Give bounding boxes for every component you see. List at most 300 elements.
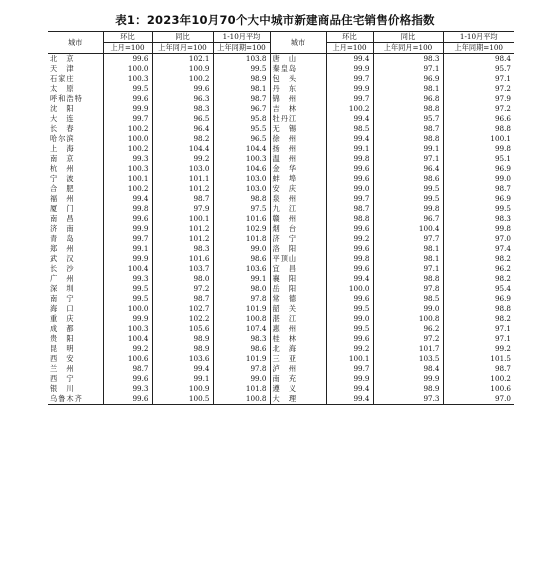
mom-base: 上月=100 <box>326 43 373 54</box>
left-ytd-cell: 99.1 <box>213 274 270 284</box>
left-yoy-cell: 99.1 <box>152 374 213 384</box>
ytd-base: 上年同期=100 <box>213 43 270 54</box>
yoy-header: 同比 <box>373 32 443 43</box>
right-ytd-cell: 100.1 <box>443 134 514 144</box>
left-mom-cell: 100.0 <box>103 134 152 144</box>
left-ytd-cell: 95.5 <box>213 124 270 134</box>
left-yoy-cell: 101.2 <box>152 234 213 244</box>
right-ytd-cell: 96.6 <box>443 114 514 124</box>
right-city-cell: 徐 州 <box>270 134 326 144</box>
table-row <box>48 94 514 104</box>
table-row <box>48 314 514 324</box>
right-ytd-cell: 96.9 <box>443 164 514 174</box>
left-ytd-cell: 100.3 <box>213 154 270 164</box>
left-city-cell: 大 连 <box>50 114 75 123</box>
right-ytd-cell: 98.7 <box>443 364 514 374</box>
right-ytd-cell: 97.1 <box>443 74 514 84</box>
left-ytd-cell: 104.6 <box>213 164 270 174</box>
yoy-base: 上年同月=100 <box>152 43 213 54</box>
left-mom-cell: 99.6 <box>103 214 152 224</box>
right-city-cell: 北 海 <box>270 344 326 354</box>
right-ytd-cell: 97.9 <box>443 94 514 104</box>
yoy-header: 同比 <box>152 32 213 43</box>
right-ytd-cell: 99.8 <box>443 224 514 234</box>
right-ytd-cell: 98.3 <box>443 214 514 224</box>
left-yoy-cell: 97.9 <box>152 204 213 214</box>
table-row <box>48 164 514 174</box>
right-mom-cell: 99.6 <box>326 244 373 254</box>
left-yoy-cell: 98.7 <box>152 194 213 204</box>
right-yoy-cell: 97.2 <box>373 334 443 344</box>
table-row <box>48 64 514 74</box>
left-city-cell: 长 沙 <box>50 264 75 273</box>
right-city-cell: 九 江 <box>270 204 326 214</box>
left-mom-cell: 100.1 <box>103 174 152 184</box>
left-city-cell: 昆 明 <box>50 344 75 353</box>
right-city-cell: 桂 林 <box>270 334 326 344</box>
right-yoy-cell: 99.9 <box>373 374 443 384</box>
yoy-base: 上年同月=100 <box>373 43 443 54</box>
left-city-cell: 武 汉 <box>50 254 75 263</box>
right-city-cell: 金 华 <box>270 164 326 174</box>
mom-header: 环比 <box>326 32 373 43</box>
table-row <box>48 184 514 194</box>
left-ytd-cell: 101.6 <box>213 214 270 224</box>
left-ytd-cell: 104.4 <box>213 144 270 154</box>
left-mom-cell: 100.4 <box>103 334 152 344</box>
left-yoy-cell: 103.6 <box>152 354 213 364</box>
table-row <box>48 54 514 65</box>
left-city-cell: 北 京 <box>50 54 75 63</box>
right-mom-cell: 99.6 <box>326 224 373 234</box>
left-mom-cell: 99.8 <box>103 204 152 214</box>
right-yoy-cell: 96.8 <box>373 94 443 104</box>
left-mom-cell: 99.6 <box>103 374 152 384</box>
right-ytd-cell: 98.8 <box>443 304 514 314</box>
left-yoy-cell: 98.9 <box>152 344 213 354</box>
table-row <box>48 224 514 234</box>
left-ytd-cell: 99.5 <box>213 64 270 74</box>
left-yoy-cell: 100.9 <box>152 384 213 394</box>
left-ytd-cell: 103.0 <box>213 184 270 194</box>
left-city-cell: 沈 阳 <box>50 104 75 113</box>
table-row <box>48 204 514 214</box>
left-mom-cell: 99.9 <box>103 104 152 114</box>
left-city-cell: 银 川 <box>50 384 75 393</box>
right-city-cell: 大 理 <box>270 394 326 405</box>
left-city-cell: 青 岛 <box>50 234 75 243</box>
left-mom-cell: 99.3 <box>103 384 152 394</box>
right-city-cell: 吉 林 <box>270 104 326 114</box>
ytd-header: 1-10月平均 <box>443 32 514 43</box>
right-city-cell: 济 宁 <box>270 234 326 244</box>
right-mom-cell: 99.4 <box>326 114 373 124</box>
left-city-cell: 贵 阳 <box>50 334 75 343</box>
left-ytd-cell: 98.8 <box>213 194 270 204</box>
left-ytd-cell: 98.1 <box>213 84 270 94</box>
left-city-cell: 哈尔滨 <box>50 134 75 143</box>
right-mom-cell: 99.6 <box>326 334 373 344</box>
left-mom-cell: 99.3 <box>103 274 152 284</box>
left-mom-cell: 99.5 <box>103 294 152 304</box>
right-yoy-cell: 97.7 <box>373 234 443 244</box>
left-yoy-cell: 98.3 <box>152 104 213 114</box>
table-row <box>48 124 514 134</box>
right-city-cell: 唐 山 <box>270 54 326 65</box>
right-ytd-cell: 99.5 <box>443 204 514 214</box>
right-city-cell: 南 充 <box>270 374 326 384</box>
left-mom-cell: 99.2 <box>103 344 152 354</box>
left-mom-cell: 99.6 <box>103 94 152 104</box>
left-city-cell: 杭 州 <box>50 164 75 173</box>
right-mom-cell: 99.4 <box>326 134 373 144</box>
left-city-cell: 福 州 <box>50 194 75 203</box>
table-row <box>48 354 514 364</box>
right-yoy-cell: 96.4 <box>373 164 443 174</box>
left-city-cell: 天 津 <box>50 64 75 73</box>
right-city-cell: 泉 州 <box>270 194 326 204</box>
right-ytd-cell: 100.2 <box>443 374 514 384</box>
table-row <box>48 114 514 124</box>
right-ytd-cell: 97.1 <box>443 334 514 344</box>
left-ytd-cell: 98.6 <box>213 254 270 264</box>
table-row <box>48 364 514 374</box>
left-city-cell: 海 口 <box>50 304 75 313</box>
left-yoy-cell: 105.6 <box>152 324 213 334</box>
left-yoy-cell: 96.5 <box>152 114 213 124</box>
right-mom-cell: 98.7 <box>326 204 373 214</box>
right-city-cell: 惠 州 <box>270 324 326 334</box>
right-yoy-cell: 98.7 <box>373 124 443 134</box>
left-mom-cell: 100.3 <box>103 74 152 84</box>
left-mom-cell: 98.7 <box>103 364 152 374</box>
right-mom-cell: 99.8 <box>326 254 373 264</box>
right-yoy-cell: 99.1 <box>373 144 443 154</box>
right-mom-cell: 99.7 <box>326 94 373 104</box>
table-title: 表1：2023年10月70个大中城市新建商品住宅销售价格指数 <box>115 13 435 27</box>
left-ytd-cell: 95.8 <box>213 114 270 124</box>
mom-base: 上月=100 <box>103 43 152 54</box>
right-yoy-cell: 96.9 <box>373 74 443 84</box>
right-yoy-cell: 98.1 <box>373 254 443 264</box>
left-yoy-cell: 102.7 <box>152 304 213 314</box>
left-yoy-cell: 101.1 <box>152 174 213 184</box>
right-city-cell: 包 头 <box>270 74 326 84</box>
right-yoy-cell: 97.3 <box>373 394 443 405</box>
right-yoy-cell: 100.8 <box>373 314 443 324</box>
right-yoy-cell: 96.7 <box>373 214 443 224</box>
left-yoy-cell: 98.0 <box>152 274 213 284</box>
left-yoy-cell: 99.2 <box>152 154 213 164</box>
left-yoy-cell: 101.6 <box>152 254 213 264</box>
left-yoy-cell: 100.2 <box>152 74 213 84</box>
right-city-cell: 扬 州 <box>270 144 326 154</box>
right-city-cell: 遵 义 <box>270 384 326 394</box>
right-yoy-cell: 99.0 <box>373 304 443 314</box>
left-yoy-cell: 99.4 <box>152 364 213 374</box>
right-mom-cell: 99.4 <box>326 54 373 65</box>
left-ytd-cell: 103.0 <box>213 174 270 184</box>
right-yoy-cell: 97.8 <box>373 284 443 294</box>
table-row <box>48 374 514 384</box>
table-row <box>48 234 514 244</box>
table-row <box>48 264 514 274</box>
table-body <box>48 54 514 405</box>
right-city-cell: 泸 州 <box>270 364 326 374</box>
right-mom-cell: 99.6 <box>326 174 373 184</box>
right-mom-cell: 100.2 <box>326 104 373 114</box>
right-mom-cell: 99.6 <box>326 164 373 174</box>
right-ytd-cell: 98.7 <box>443 184 514 194</box>
left-mom-cell: 100.6 <box>103 354 152 364</box>
right-yoy-cell: 97.1 <box>373 264 443 274</box>
left-yoy-cell: 102.2 <box>152 314 213 324</box>
left-yoy-cell: 99.6 <box>152 84 213 94</box>
left-ytd-cell: 97.8 <box>213 364 270 374</box>
right-yoy-cell: 97.1 <box>373 64 443 74</box>
left-ytd-cell: 96.5 <box>213 134 270 144</box>
right-mom-cell: 100.0 <box>326 284 373 294</box>
right-city-cell: 秦皇岛 <box>270 64 326 74</box>
right-city-cell: 岳 阳 <box>270 284 326 294</box>
right-ytd-cell: 97.1 <box>443 324 514 334</box>
right-yoy-cell: 98.5 <box>373 294 443 304</box>
right-city-cell: 襄 阳 <box>270 274 326 284</box>
right-ytd-cell: 97.2 <box>443 104 514 114</box>
left-mom-cell: 100.3 <box>103 324 152 334</box>
right-yoy-cell: 98.6 <box>373 174 443 184</box>
left-city-cell: 广 州 <box>50 274 75 283</box>
left-city-cell: 南 宁 <box>50 294 75 303</box>
right-mom-cell: 99.5 <box>326 324 373 334</box>
left-city-cell: 合 肥 <box>50 184 75 193</box>
right-yoy-cell: 99.5 <box>373 194 443 204</box>
left-ytd-cell: 98.3 <box>213 334 270 344</box>
left-mom-cell: 100.0 <box>103 304 152 314</box>
left-ytd-cell: 99.0 <box>213 374 270 384</box>
left-city-cell: 成 都 <box>50 324 75 333</box>
table-row <box>48 324 514 334</box>
right-yoy-cell: 97.1 <box>373 154 443 164</box>
right-yoy-cell: 100.4 <box>373 224 443 234</box>
table-row <box>48 254 514 264</box>
left-mom-cell: 99.3 <box>103 154 152 164</box>
left-city-cell: 太 原 <box>50 84 75 93</box>
left-mom-cell: 99.1 <box>103 244 152 254</box>
left-yoy-cell: 98.2 <box>152 134 213 144</box>
right-ytd-cell: 99.0 <box>443 174 514 184</box>
left-yoy-cell: 96.3 <box>152 94 213 104</box>
table-row <box>48 384 514 394</box>
right-ytd-cell: 97.2 <box>443 84 514 94</box>
right-mom-cell: 99.4 <box>326 394 373 405</box>
right-mom-cell: 99.7 <box>326 364 373 374</box>
right-yoy-cell: 96.2 <box>373 324 443 334</box>
right-mom-cell: 99.6 <box>326 294 373 304</box>
right-mom-cell: 98.8 <box>326 214 373 224</box>
right-ytd-cell: 98.2 <box>443 254 514 264</box>
right-city-cell: 无 锡 <box>270 124 326 134</box>
right-mom-cell: 98.5 <box>326 124 373 134</box>
right-city-cell: 韶 关 <box>270 304 326 314</box>
right-city-cell: 牡丹江 <box>270 114 326 124</box>
left-ytd-cell: 101.8 <box>213 384 270 394</box>
left-ytd-cell: 102.9 <box>213 224 270 234</box>
price-index-table <box>48 31 514 405</box>
right-yoy-cell: 98.9 <box>373 384 443 394</box>
left-yoy-cell: 97.2 <box>152 284 213 294</box>
left-city-cell: 西 宁 <box>50 374 75 383</box>
right-mom-cell: 99.5 <box>326 304 373 314</box>
left-ytd-cell: 99.0 <box>213 244 270 254</box>
right-yoy-cell: 95.7 <box>373 114 443 124</box>
right-mom-cell: 99.2 <box>326 234 373 244</box>
right-city-cell: 平顶山 <box>270 254 326 264</box>
right-city-cell: 烟 台 <box>270 224 326 234</box>
left-ytd-cell: 101.8 <box>213 234 270 244</box>
right-yoy-cell: 101.7 <box>373 344 443 354</box>
left-mom-cell: 99.5 <box>103 84 152 94</box>
right-city-cell: 宜 昌 <box>270 264 326 274</box>
left-mom-cell: 100.4 <box>103 264 152 274</box>
city-header: 城市 <box>270 32 326 54</box>
left-ytd-cell: 98.0 <box>213 284 270 294</box>
left-mom-cell: 100.2 <box>103 124 152 134</box>
mom-header: 环比 <box>103 32 152 43</box>
right-ytd-cell: 97.0 <box>443 394 514 405</box>
left-yoy-cell: 100.5 <box>152 394 213 405</box>
header-row <box>48 32 514 43</box>
right-yoy-cell: 98.8 <box>373 104 443 114</box>
right-mom-cell: 99.2 <box>326 344 373 354</box>
right-yoy-cell: 99.5 <box>373 184 443 194</box>
table-row <box>48 334 514 344</box>
left-yoy-cell: 103.7 <box>152 264 213 274</box>
table-row <box>48 244 514 254</box>
left-city-cell: 石家庄 <box>50 74 75 83</box>
left-mom-cell: 100.3 <box>103 164 152 174</box>
left-yoy-cell: 102.1 <box>152 54 213 65</box>
right-city-cell: 湛 江 <box>270 314 326 324</box>
left-city-cell: 长 春 <box>50 124 75 133</box>
right-yoy-cell: 99.8 <box>373 204 443 214</box>
left-mom-cell: 99.7 <box>103 234 152 244</box>
right-city-cell: 安 庆 <box>270 184 326 194</box>
left-city-cell: 济 南 <box>50 224 75 233</box>
left-ytd-cell: 98.9 <box>213 74 270 84</box>
left-mom-cell: 100.2 <box>103 184 152 194</box>
right-mom-cell: 99.9 <box>326 64 373 74</box>
right-city-cell: 锦 州 <box>270 94 326 104</box>
right-ytd-cell: 99.2 <box>443 344 514 354</box>
right-ytd-cell: 96.9 <box>443 294 514 304</box>
left-ytd-cell: 101.9 <box>213 354 270 364</box>
right-city-cell: 赣 州 <box>270 214 326 224</box>
right-yoy-cell: 98.1 <box>373 244 443 254</box>
left-yoy-cell: 98.7 <box>152 294 213 304</box>
left-ytd-cell: 103.6 <box>213 264 270 274</box>
left-city-cell: 南 京 <box>50 154 75 163</box>
table-row <box>48 134 514 144</box>
right-yoy-cell: 98.4 <box>373 364 443 374</box>
left-mom-cell: 99.9 <box>103 224 152 234</box>
right-yoy-cell: 98.8 <box>373 134 443 144</box>
left-city-cell: 西 安 <box>50 354 75 363</box>
table-row <box>48 154 514 164</box>
right-mom-cell: 99.0 <box>326 184 373 194</box>
table-row <box>48 284 514 294</box>
ytd-base: 上年同期=100 <box>443 43 514 54</box>
left-mom-cell: 99.9 <box>103 254 152 264</box>
left-ytd-cell: 98.7 <box>213 94 270 104</box>
left-mom-cell: 99.6 <box>103 54 152 65</box>
right-mom-cell: 99.0 <box>326 314 373 324</box>
ytd-header: 1-10月平均 <box>213 32 270 43</box>
right-ytd-cell: 97.0 <box>443 234 514 244</box>
right-yoy-cell: 103.5 <box>373 354 443 364</box>
right-mom-cell: 99.1 <box>326 144 373 154</box>
right-ytd-cell: 98.2 <box>443 274 514 284</box>
left-mom-cell: 99.9 <box>103 314 152 324</box>
right-city-cell: 蚌 埠 <box>270 174 326 184</box>
right-mom-cell: 100.1 <box>326 354 373 364</box>
left-city-cell: 深 圳 <box>50 284 75 293</box>
left-city-cell: 重 庆 <box>50 314 75 323</box>
right-ytd-cell: 99.8 <box>443 144 514 154</box>
table-row <box>48 274 514 284</box>
left-yoy-cell: 101.2 <box>152 224 213 234</box>
table-row <box>48 174 514 184</box>
right-ytd-cell: 95.1 <box>443 154 514 164</box>
left-yoy-cell: 104.4 <box>152 144 213 154</box>
right-yoy-cell: 98.8 <box>373 274 443 284</box>
table-row <box>48 344 514 354</box>
right-city-cell: 三 亚 <box>270 354 326 364</box>
left-city-cell: 呼和浩特 <box>50 94 83 103</box>
right-mom-cell: 99.9 <box>326 374 373 384</box>
table-row <box>48 294 514 304</box>
table-row <box>48 304 514 314</box>
left-city-cell: 宁 波 <box>50 174 75 183</box>
left-city-cell: 南 昌 <box>50 214 75 223</box>
left-ytd-cell: 98.6 <box>213 344 270 354</box>
left-mom-cell: 99.5 <box>103 284 152 294</box>
left-city-cell: 郑 州 <box>50 244 75 253</box>
left-mom-cell: 100.0 <box>103 64 152 74</box>
left-ytd-cell: 97.5 <box>213 204 270 214</box>
table-row <box>48 74 514 84</box>
right-yoy-cell: 98.3 <box>373 54 443 65</box>
left-ytd-cell: 100.8 <box>213 314 270 324</box>
left-yoy-cell: 98.9 <box>152 334 213 344</box>
left-ytd-cell: 97.8 <box>213 294 270 304</box>
left-city-cell: 上 海 <box>50 144 75 153</box>
left-yoy-cell: 101.2 <box>152 184 213 194</box>
right-city-cell: 常 德 <box>270 294 326 304</box>
right-ytd-cell: 96.9 <box>443 194 514 204</box>
left-mom-cell: 99.6 <box>103 394 152 405</box>
right-ytd-cell: 98.8 <box>443 124 514 134</box>
right-yoy-cell: 98.1 <box>373 84 443 94</box>
right-ytd-cell: 95.4 <box>443 284 514 294</box>
table-row <box>48 394 514 405</box>
right-mom-cell: 99.8 <box>326 154 373 164</box>
right-city-cell: 洛 阳 <box>270 244 326 254</box>
right-city-cell: 丹 东 <box>270 84 326 94</box>
left-yoy-cell: 100.1 <box>152 214 213 224</box>
right-ytd-cell: 98.4 <box>443 54 514 65</box>
left-yoy-cell: 98.3 <box>152 244 213 254</box>
